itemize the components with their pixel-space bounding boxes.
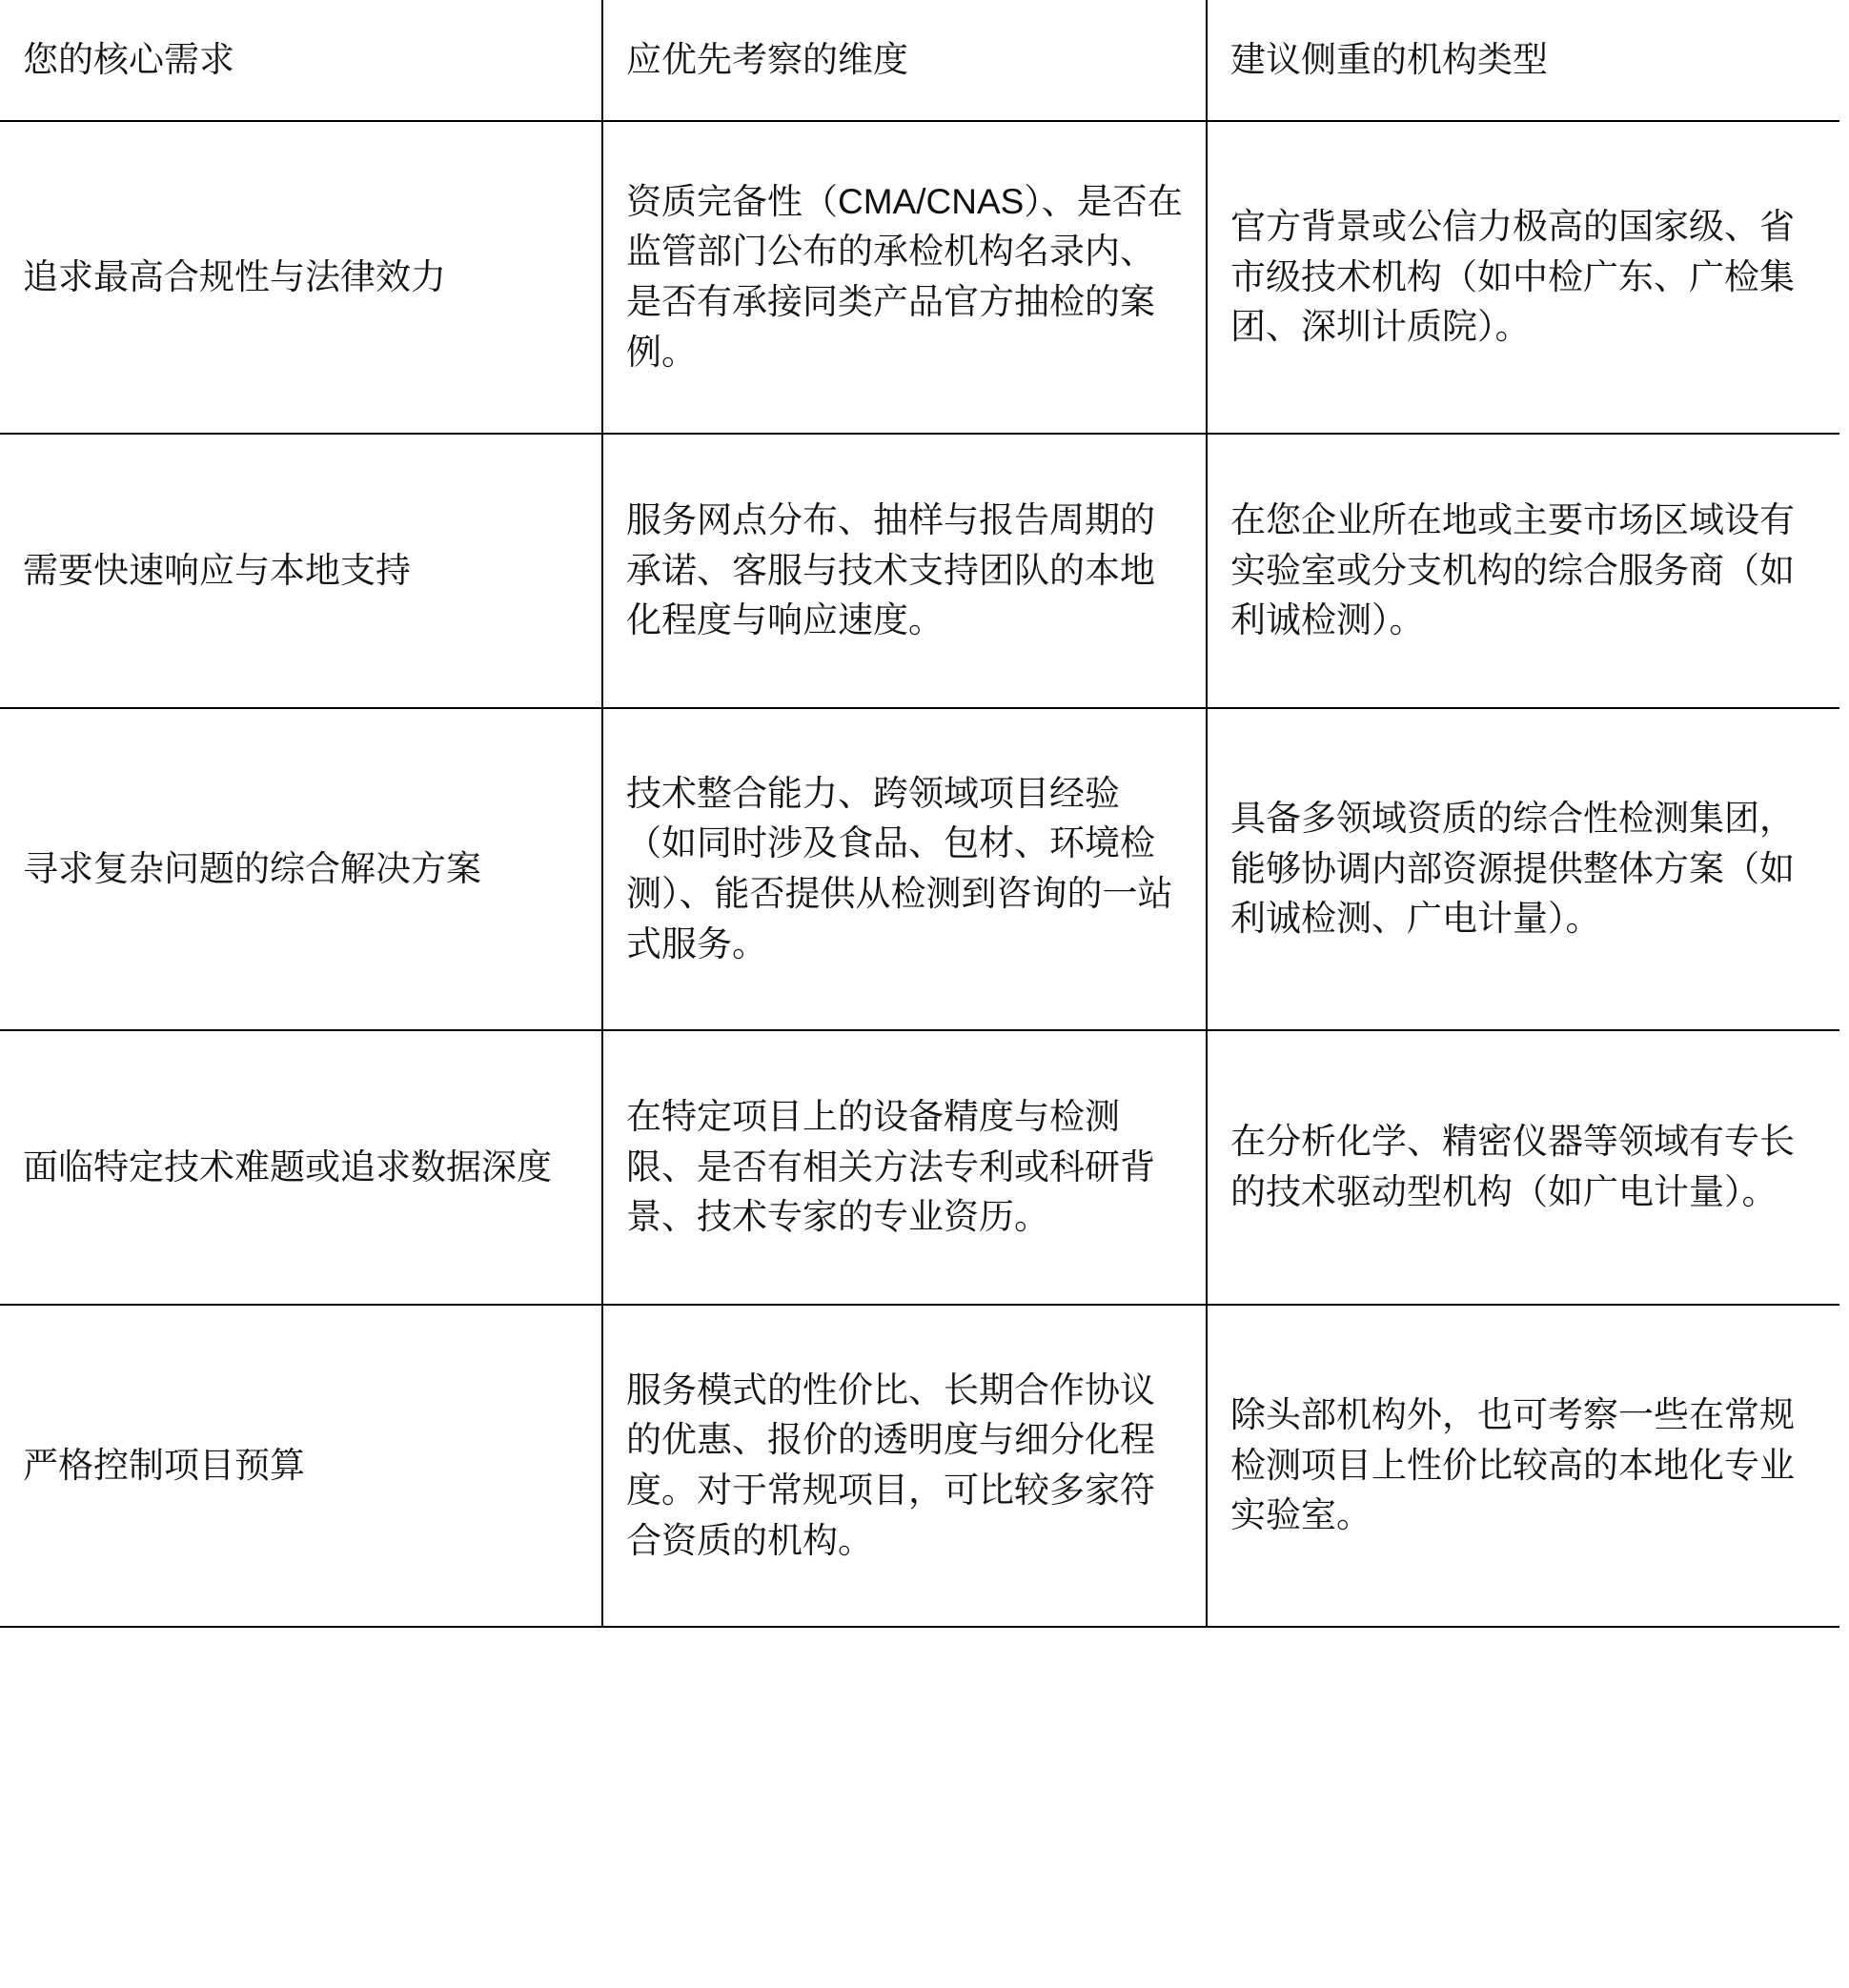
table-body <box>0 121 1839 1627</box>
cell-need: 严格控制项目预算 <box>0 1305 602 1627</box>
cell-need: 追求最高合规性与法律效力 <box>0 121 602 434</box>
table-row <box>0 121 1839 434</box>
cell-dimension: 在特定项目上的设备精度与检测限、是否有相关方法专利或科研背景、技术专家的专业资历。 <box>602 1030 1207 1305</box>
table-header <box>0 0 1839 121</box>
column-header-dimension: 应优先考察的维度 <box>602 0 1207 121</box>
table-row <box>0 1030 1839 1305</box>
column-header-need: 您的核心需求 <box>0 0 602 121</box>
cell-dimension: 服务网点分布、抽样与报告周期的承诺、客服与技术支持团队的本地化程度与响应速度。 <box>602 434 1207 708</box>
cell-dimension: 资质完备性（CMA/CNAS）、是否在监管部门公布的承检机构名录内、是否有承接同类产品官方抽检的案例。 <box>602 121 1207 434</box>
cell-need: 面临特定技术难题或追求数据深度 <box>0 1030 602 1305</box>
cell-org: 在您企业所在地或主要市场区域设有实验室或分支机构的综合服务商（如利诚检测）。 <box>1207 434 1839 708</box>
cell-dimension: 服务模式的性价比、长期合作协议的优惠、报价的透明度与细分化程度。对于常规项目，可比较多家符合资质的机构。 <box>602 1305 1207 1627</box>
cell-need: 需要快速响应与本地支持 <box>0 434 602 708</box>
column-header-org: 建议侧重的机构类型 <box>1207 0 1839 121</box>
cell-org: 除头部机构外，也可考察一些在常规检测项目上性价比较高的本地化专业实验室。 <box>1207 1305 1839 1627</box>
cell-dimension: 技术整合能力、跨领域项目经验（如同时涉及食品、包材、环境检测）、能否提供从检测到咨询的一站式服务。 <box>602 708 1207 1030</box>
cell-need: 寻求复杂问题的综合解决方案 <box>0 708 602 1030</box>
cell-org: 在分析化学、精密仪器等领域有专长的技术驱动型机构（如广电计量）。 <box>1207 1030 1839 1305</box>
table-row <box>0 434 1839 708</box>
cell-org: 具备多领域资质的综合性检测集团，能够协调内部资源提供整体方案（如利诚检测、广电计量）。 <box>1207 708 1839 1030</box>
table-row <box>0 1305 1839 1627</box>
table-row <box>0 708 1839 1030</box>
table-header-row <box>0 0 1839 121</box>
cell-org: 官方背景或公信力极高的国家级、省市级技术机构（如中检广东、广检集团、深圳计质院）。 <box>1207 121 1839 434</box>
